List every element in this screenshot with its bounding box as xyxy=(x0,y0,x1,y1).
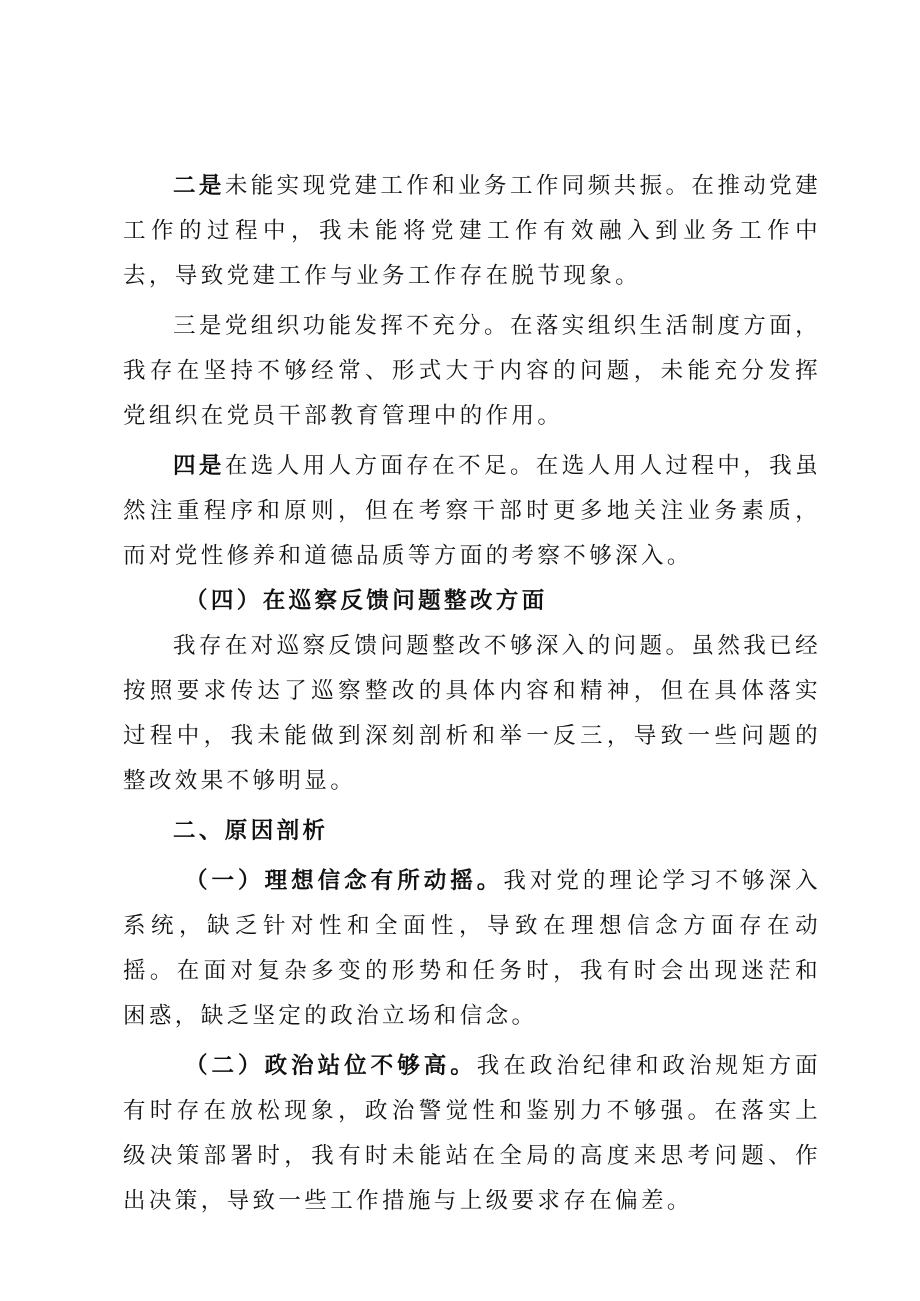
paragraph-lead: 四是 xyxy=(173,453,225,479)
paragraph-text: 未能实现党建工作和业务工作同频共振。在推动党建工作的过程中，我未能将党建工作有效融入到业务工作中去，导致党建工作与业务工作存在脱节现象。 xyxy=(123,173,821,289)
paragraph-point-four xyxy=(123,444,821,579)
paragraph-point-three xyxy=(123,304,821,439)
paragraph-lead: 二是 xyxy=(173,173,225,199)
section-heading-cause-analysis: 二、原因剖析 xyxy=(173,818,329,844)
paragraph-cause-two xyxy=(123,1044,821,1224)
paragraph-text: 我在政治纪律和政治规矩方面有时存在放松现象，政治警觉性和鉴别力不够强。在落实上级决策部署时，我有时未能站在全局的高度来思考问题、作出决策，导致一些工作措施与上级要求存在偏差。 xyxy=(123,1053,822,1214)
paragraph-text: 在选人用人方面存在不足。在选人用人过程中，我虽然注重程序和原则，但在考察干部时更多地关注业务素质，而对党性修养和道德品质等方面的考察不够深入。 xyxy=(123,453,821,569)
paragraph-cause-one xyxy=(123,859,821,1039)
paragraph-lead: （二）政治站位不够高。 xyxy=(185,1053,477,1079)
section-heading-inspection: （四）在巡察反馈问题整改方面 xyxy=(185,588,548,614)
paragraph-text: 我存在对巡察反馈问题整改不够深入的问题。虽然我已经按照要求传达了巡察整改的具体内容和精神，但在具体落实过程中，我未能做到深刻剖析和举一反三，导致一些问题的整改效果不够明显。 xyxy=(123,633,821,794)
paragraph-point-two xyxy=(123,164,821,299)
paragraph-text: 我对党的理论学习不够深入系统，缺乏针对性和全面性，导致在理想信念方面存在动摇。在面对复杂多变的形势和任务时，我有时会出现迷茫和困惑，缺乏坚定的政治立场和信念。 xyxy=(123,868,821,1029)
paragraph-text: 三是党组织功能发挥不充分。在落实组织生活制度方面，我存在坚持不够经常、形式大于内容的问题，未能充分发挥党组织在党员干部教育管理中的作用。 xyxy=(123,313,821,429)
paragraph-inspection-issues xyxy=(123,624,821,804)
document-page xyxy=(123,164,821,1224)
paragraph-lead: （一）理想信念有所动摇。 xyxy=(185,868,504,894)
